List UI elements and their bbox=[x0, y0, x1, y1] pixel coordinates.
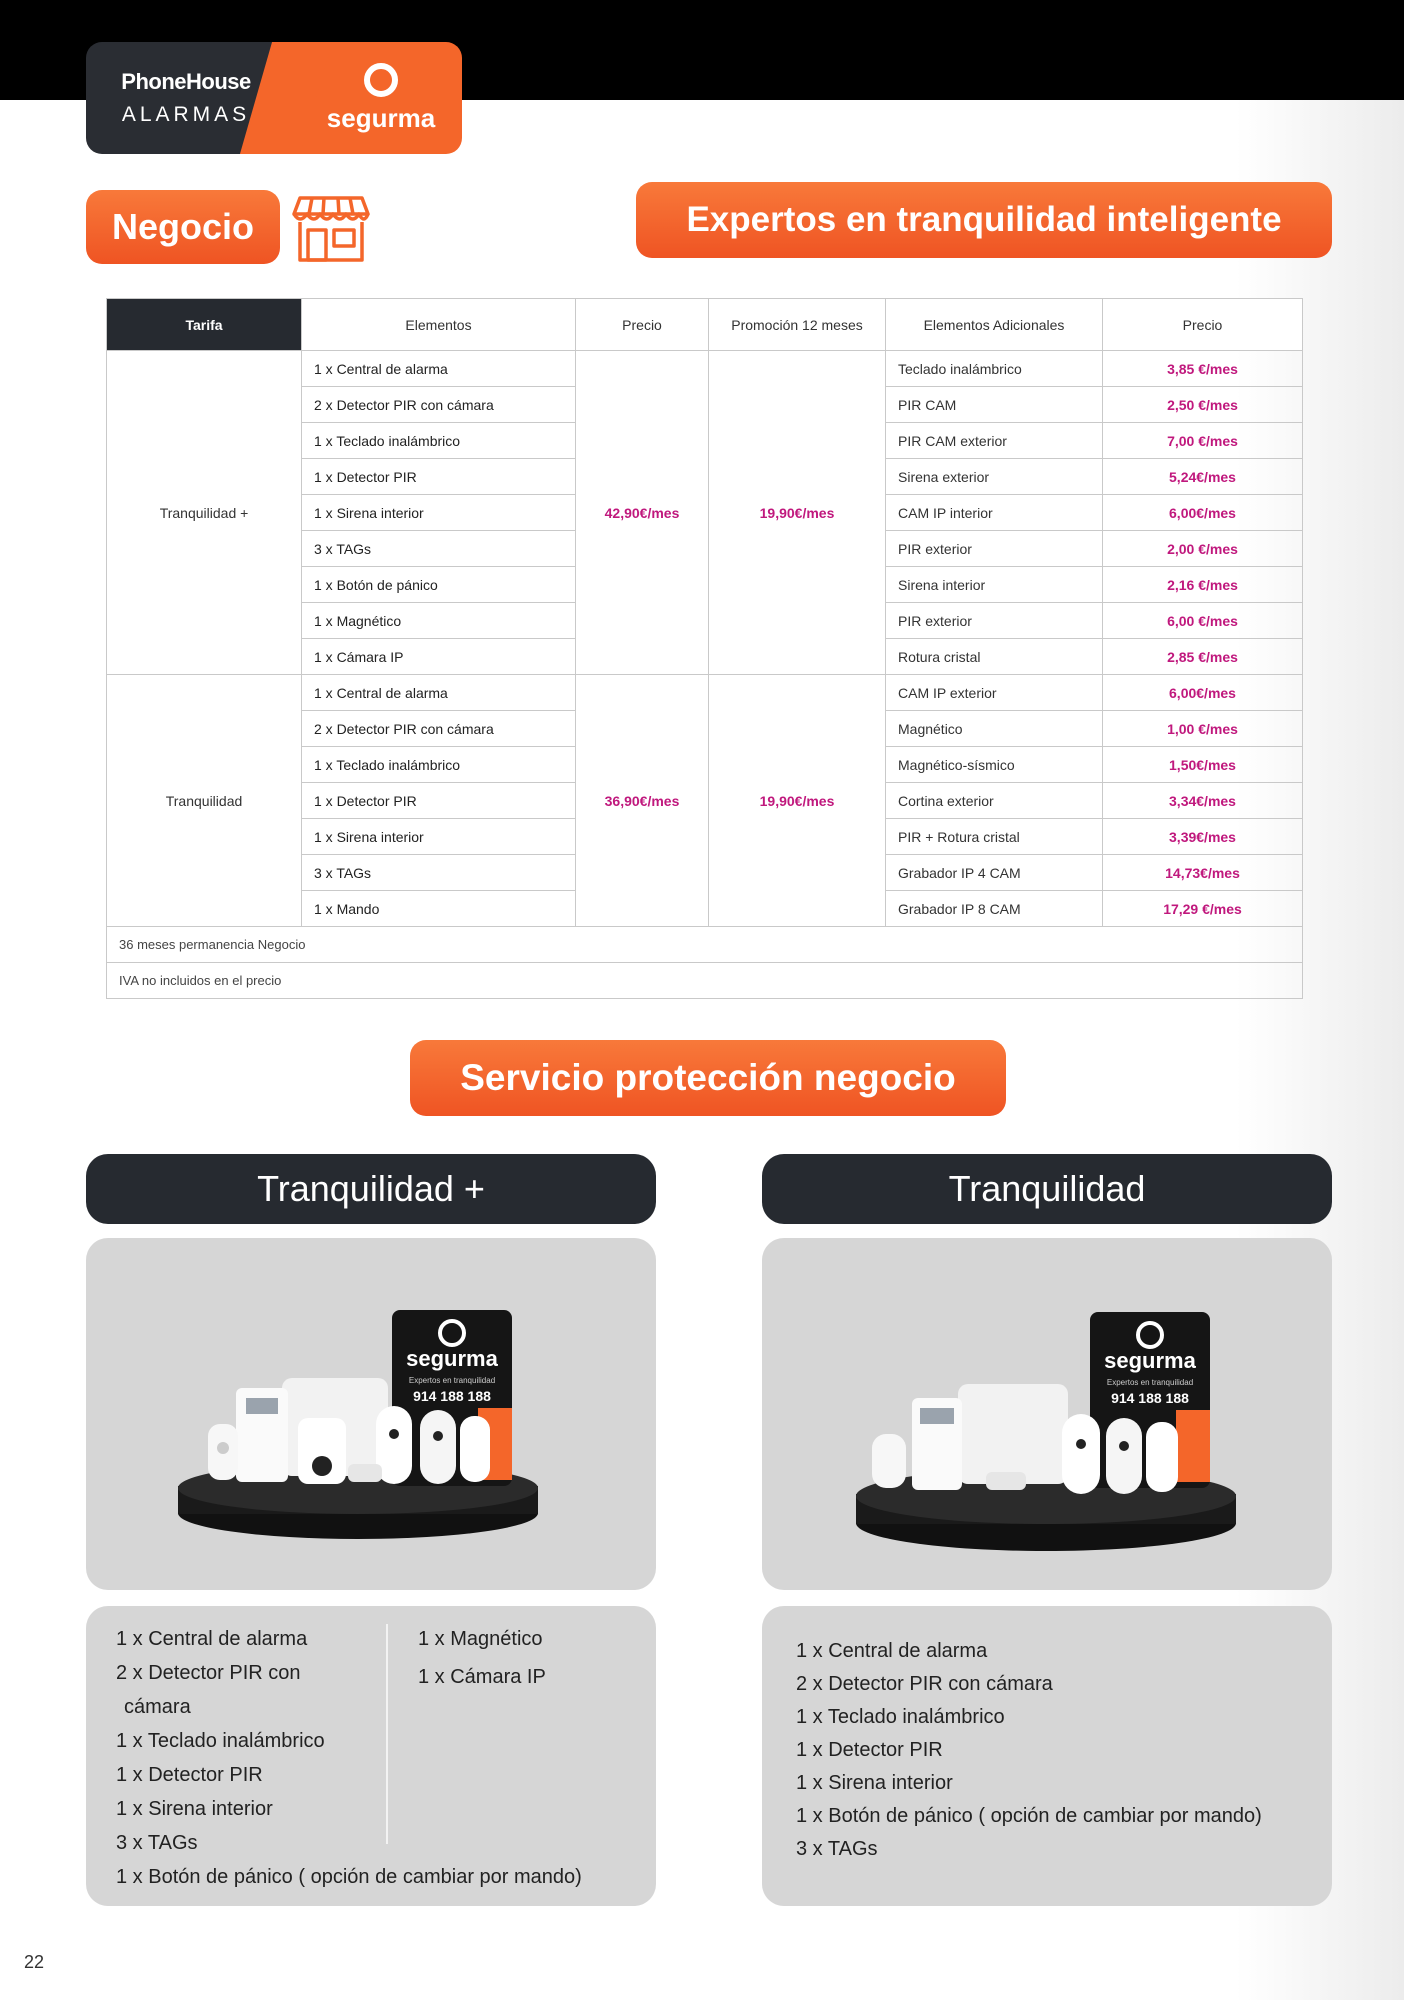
image-tagline-text: Expertos en tranquilidad bbox=[408, 1376, 496, 1385]
plan-name: Tranquilidad bbox=[107, 675, 302, 927]
additional-element: Magnético-sísmico bbox=[886, 747, 1103, 783]
plan-element: 1 x Central de alarma bbox=[302, 675, 576, 711]
additional-element: PIR + Rotura cristal bbox=[886, 819, 1103, 855]
headline-banner: Expertos en tranquilidad inteligente bbox=[636, 182, 1332, 258]
additional-price: 17,29 €/mes bbox=[1103, 891, 1303, 927]
brand-logo bbox=[86, 42, 462, 154]
segurma-ring-icon bbox=[364, 63, 398, 97]
additional-price: 1,50€/mes bbox=[1103, 747, 1303, 783]
table-note-row bbox=[107, 963, 1303, 999]
additional-price: 2,85 €/mes bbox=[1103, 639, 1303, 675]
additional-element: Cortina exterior bbox=[886, 783, 1103, 819]
header-adicionales: Elementos Adicionales bbox=[886, 299, 1103, 351]
plan-element: 1 x Teclado inalámbrico bbox=[302, 747, 576, 783]
list-item: 2 x Detector PIR con cámara bbox=[796, 1673, 1053, 1695]
header-elementos: Elementos bbox=[302, 299, 576, 351]
pack-items-tranquilidad bbox=[762, 1606, 1332, 1906]
plan-element: 2 x Detector PIR con cámara bbox=[302, 387, 576, 423]
list-item: 3 x TAGs bbox=[796, 1838, 878, 1860]
note-iva: IVA no incluidos en el precio bbox=[107, 963, 1303, 999]
plan-price: 36,90€/mes bbox=[576, 675, 709, 927]
additional-price: 2,00 €/mes bbox=[1103, 531, 1303, 567]
image-brand-text: segurma bbox=[406, 1346, 498, 1371]
table-note-row bbox=[107, 927, 1303, 963]
additional-price: 5,24€/mes bbox=[1103, 459, 1303, 495]
additional-element: PIR exterior bbox=[886, 603, 1103, 639]
additional-price: 3,34€/mes bbox=[1103, 783, 1303, 819]
plan-element: 1 x Sirena interior bbox=[302, 819, 576, 855]
header-promocion: Promoción 12 meses bbox=[709, 299, 886, 351]
additional-element: PIR CAM exterior bbox=[886, 423, 1103, 459]
table-row bbox=[107, 675, 1303, 711]
image-phone-text: 914 188 188 bbox=[1111, 1390, 1189, 1406]
plan-element: 1 x Teclado inalámbrico bbox=[302, 423, 576, 459]
additional-element: Grabador IP 8 CAM bbox=[886, 891, 1103, 927]
additional-price: 3,85 €/mes bbox=[1103, 351, 1303, 387]
plan-element: 1 x Central de alarma bbox=[302, 351, 576, 387]
service-banner: Servicio protección negocio bbox=[410, 1040, 1006, 1116]
pack-items-tranquilidad-plus bbox=[86, 1606, 656, 1906]
image-tagline-text: Expertos en tranquilidad bbox=[1106, 1378, 1194, 1387]
additional-price: 2,16 €/mes bbox=[1103, 567, 1303, 603]
plan-element: 1 x Magnético bbox=[302, 603, 576, 639]
note-permanencia: 36 meses permanencia Negocio bbox=[107, 927, 1303, 963]
additional-element: CAM IP exterior bbox=[886, 675, 1103, 711]
additional-price: 3,39€/mes bbox=[1103, 819, 1303, 855]
additional-element: Rotura cristal bbox=[886, 639, 1103, 675]
tariff-table bbox=[106, 298, 1303, 999]
additional-element: Grabador IP 4 CAM bbox=[886, 855, 1103, 891]
list-item: 1 x Botón de pánico ( opción de cambiar por mando) bbox=[116, 1866, 582, 1888]
plan-element: 1 x Sirena interior bbox=[302, 495, 576, 531]
list-item: 1 x Detector PIR bbox=[796, 1739, 943, 1761]
list-item: 1 x Cámara IP bbox=[418, 1666, 546, 1688]
phonehouse-name: PhoneHouse bbox=[121, 69, 251, 94]
additional-price: 6,00€/mes bbox=[1103, 495, 1303, 531]
pack-title-tranquilidad: Tranquilidad bbox=[762, 1154, 1332, 1224]
list-item: 1 x Detector PIR bbox=[116, 1764, 263, 1786]
header-tarifa: Tarifa bbox=[107, 299, 302, 351]
list-item: 1 x Central de alarma bbox=[116, 1628, 308, 1650]
plan-element: 2 x Detector PIR con cámara bbox=[302, 711, 576, 747]
list-item: 1 x Sirena interior bbox=[796, 1772, 953, 1794]
alarm-kit-image bbox=[762, 1238, 1332, 1590]
plan-element: 3 x TAGs bbox=[302, 855, 576, 891]
additional-element: Teclado inalámbrico bbox=[886, 351, 1103, 387]
plan-element: 1 x Detector PIR bbox=[302, 459, 576, 495]
list-item: 1 x Botón de pánico ( opción de cambiar por mando) bbox=[796, 1805, 1262, 1827]
header-precio-adicional: Precio bbox=[1103, 299, 1303, 351]
page-number: 22 bbox=[24, 1952, 45, 1972]
table-row bbox=[107, 351, 1303, 387]
plan-name: Tranquilidad + bbox=[107, 351, 302, 675]
plan-promo: 19,90€/mes bbox=[709, 351, 886, 675]
additional-price: 7,00 €/mes bbox=[1103, 423, 1303, 459]
negocio-tag: Negocio bbox=[86, 190, 280, 264]
segurma-name: segurma bbox=[326, 102, 436, 133]
additional-price: 14,73€/mes bbox=[1103, 855, 1303, 891]
plan-element: 1 x Botón de pánico bbox=[302, 567, 576, 603]
additional-element: PIR exterior bbox=[886, 531, 1103, 567]
image-brand-text: segurma bbox=[1104, 1348, 1196, 1373]
list-item: 1 x Sirena interior bbox=[116, 1798, 273, 1820]
shop-icon bbox=[292, 194, 370, 264]
list-item: cámara bbox=[124, 1696, 191, 1718]
additional-price: 6,00€/mes bbox=[1103, 675, 1303, 711]
list-item: 1 x Magnético bbox=[418, 1628, 543, 1650]
additional-price: 2,50 €/mes bbox=[1103, 387, 1303, 423]
list-item: 1 x Teclado inalámbrico bbox=[116, 1730, 325, 1752]
pack-title-tranquilidad-plus: Tranquilidad + bbox=[86, 1154, 656, 1224]
plan-element: 3 x TAGs bbox=[302, 531, 576, 567]
alarm-kit-image bbox=[86, 1238, 656, 1590]
additional-element: Magnético bbox=[886, 711, 1103, 747]
header-precio: Precio bbox=[576, 299, 709, 351]
list-item: 1 x Teclado inalámbrico bbox=[796, 1706, 1005, 1728]
phonehouse-subtitle: ALARMAS bbox=[121, 103, 251, 126]
list-divider bbox=[386, 1624, 388, 1844]
plan-element: 1 x Detector PIR bbox=[302, 783, 576, 819]
segurma-logo bbox=[286, 42, 462, 154]
plan-promo: 19,90€/mes bbox=[709, 675, 886, 927]
plan-element: 1 x Mando bbox=[302, 891, 576, 927]
additional-element: Sirena interior bbox=[886, 567, 1103, 603]
list-item: 1 x Central de alarma bbox=[796, 1640, 988, 1662]
table-header-row bbox=[107, 299, 1303, 351]
plan-price: 42,90€/mes bbox=[576, 351, 709, 675]
list-item: 3 x TAGs bbox=[116, 1832, 198, 1854]
product-image-tranquilidad-plus bbox=[86, 1238, 656, 1590]
additional-element: PIR CAM bbox=[886, 387, 1103, 423]
plan-element: 1 x Cámara IP bbox=[302, 639, 576, 675]
additional-element: Sirena exterior bbox=[886, 459, 1103, 495]
additional-price: 6,00 €/mes bbox=[1103, 603, 1303, 639]
additional-price: 1,00 €/mes bbox=[1103, 711, 1303, 747]
additional-element: CAM IP interior bbox=[886, 495, 1103, 531]
list-item: 2 x Detector PIR con bbox=[116, 1662, 301, 1684]
product-image-tranquilidad bbox=[762, 1238, 1332, 1590]
image-phone-text: 914 188 188 bbox=[413, 1388, 491, 1404]
